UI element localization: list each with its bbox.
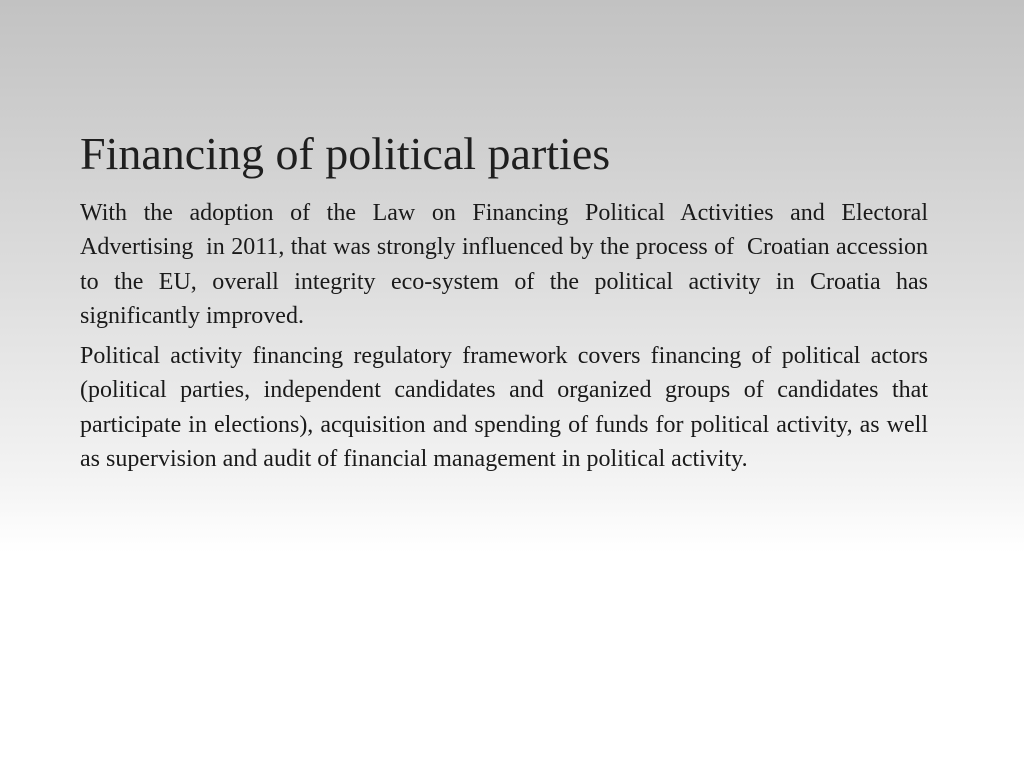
slide-title: Financing of political parties xyxy=(80,128,611,179)
body-paragraph: Political activity financing regulatory framework covers financing of political actors (political parties, independent candidates and organized groups of candidates that participate in elections), acquisition and spending of funds for political activity, as well as supervision and audit of financial management in political activity. xyxy=(80,343,934,473)
body-paragraph: With the adoption of the Law on Financing Political Activities and Electoral Advertising in 2011, that was strongly influenced by the process of Croatian accession to the EU, overall integrity eco-system of the political activity in Croatia has significantly improved. xyxy=(80,200,934,329)
slide-body xyxy=(80,196,934,482)
